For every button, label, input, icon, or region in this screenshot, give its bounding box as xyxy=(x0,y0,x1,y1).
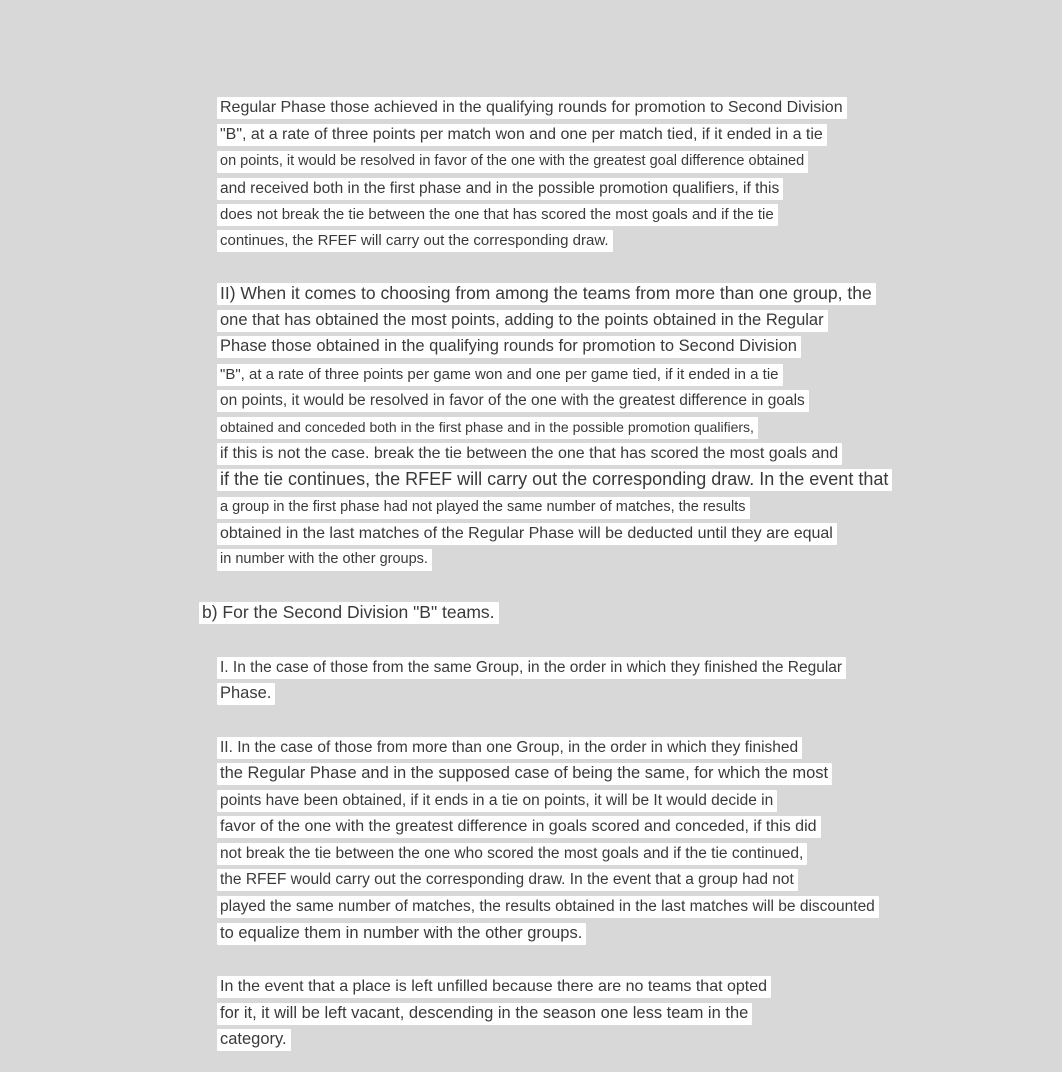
text-line: "B", at a rate of three points per game won and one per game tied, if it ended in a tie xyxy=(217,364,783,386)
text-line: if the tie continues, the RFEF will carry out the corresponding draw. In the event that xyxy=(217,469,892,491)
text-line: one that has obtained the most points, adding to the points obtained in the Regular xyxy=(217,310,828,332)
text-line: the RFEF would carry out the corresponding draw. In the event that a group had not xyxy=(217,869,798,891)
text-line: Regular Phase those achieved in the qualifying rounds for promotion to Second Division xyxy=(217,97,847,119)
text-line: In the event that a place is left unfilled because there are no teams that opted xyxy=(217,976,771,998)
text-line: a group in the first phase had not played the same number of matches, the results xyxy=(217,497,750,519)
text-line: I. In the case of those from the same Group, in the order in which they finished the Regular xyxy=(217,657,846,679)
text-line: and received both in the first phase and in the possible promotion qualifiers, if this xyxy=(217,178,783,200)
text-line: points have been obtained, if it ends in a tie on points, it will be It would decide in xyxy=(217,790,777,812)
text-line: obtained and conceded both in the first phase and in the possible promotion qualifiers, xyxy=(217,417,758,439)
text-line: continues, the RFEF will carry out the corresponding draw. xyxy=(217,230,613,252)
text-line: on points, it would be resolved in favor of the one with the greatest goal difference obtained xyxy=(217,151,808,173)
text-line: played the same number of matches, the results obtained in the last matches will be discounted xyxy=(217,896,879,918)
text-line: to equalize them in number with the other groups. xyxy=(217,923,586,945)
text-line: Phase those obtained in the qualifying rounds for promotion to Second Division xyxy=(217,336,801,358)
text-line: favor of the one with the greatest difference in goals scored and conceded, if this did xyxy=(217,816,821,838)
text-line: obtained in the last matches of the Regular Phase will be deducted until they are equal xyxy=(217,523,837,545)
text-line: "B", at a rate of three points per match won and one per match tied, if it ended in a tie xyxy=(217,124,827,146)
text-line: category. xyxy=(217,1029,291,1051)
text-line: the Regular Phase and in the supposed case of being the same, for which the most xyxy=(217,763,832,785)
text-line: does not break the tie between the one that has scored the most goals and if the tie xyxy=(217,204,778,226)
text-line: II. In the case of those from more than one Group, in the order in which they finished xyxy=(217,737,802,759)
section-heading: b) For the Second Division "B" teams. xyxy=(199,602,499,624)
text-line: if this is not the case. break the tie between the one that has scored the most goals and xyxy=(217,443,842,465)
text-line: for it, it will be left vacant, descending in the season one less team in the xyxy=(217,1003,752,1025)
text-line: in number with the other groups. xyxy=(217,549,432,571)
text-line: on points, it would be resolved in favor of the one with the greatest difference in goals xyxy=(217,390,809,412)
text-line: not break the tie between the one who scored the most goals and if the tie continued, xyxy=(217,843,807,865)
text-line: Phase. xyxy=(217,683,275,705)
text-line: II) When it comes to choosing from among the teams from more than one group, the xyxy=(217,283,876,305)
